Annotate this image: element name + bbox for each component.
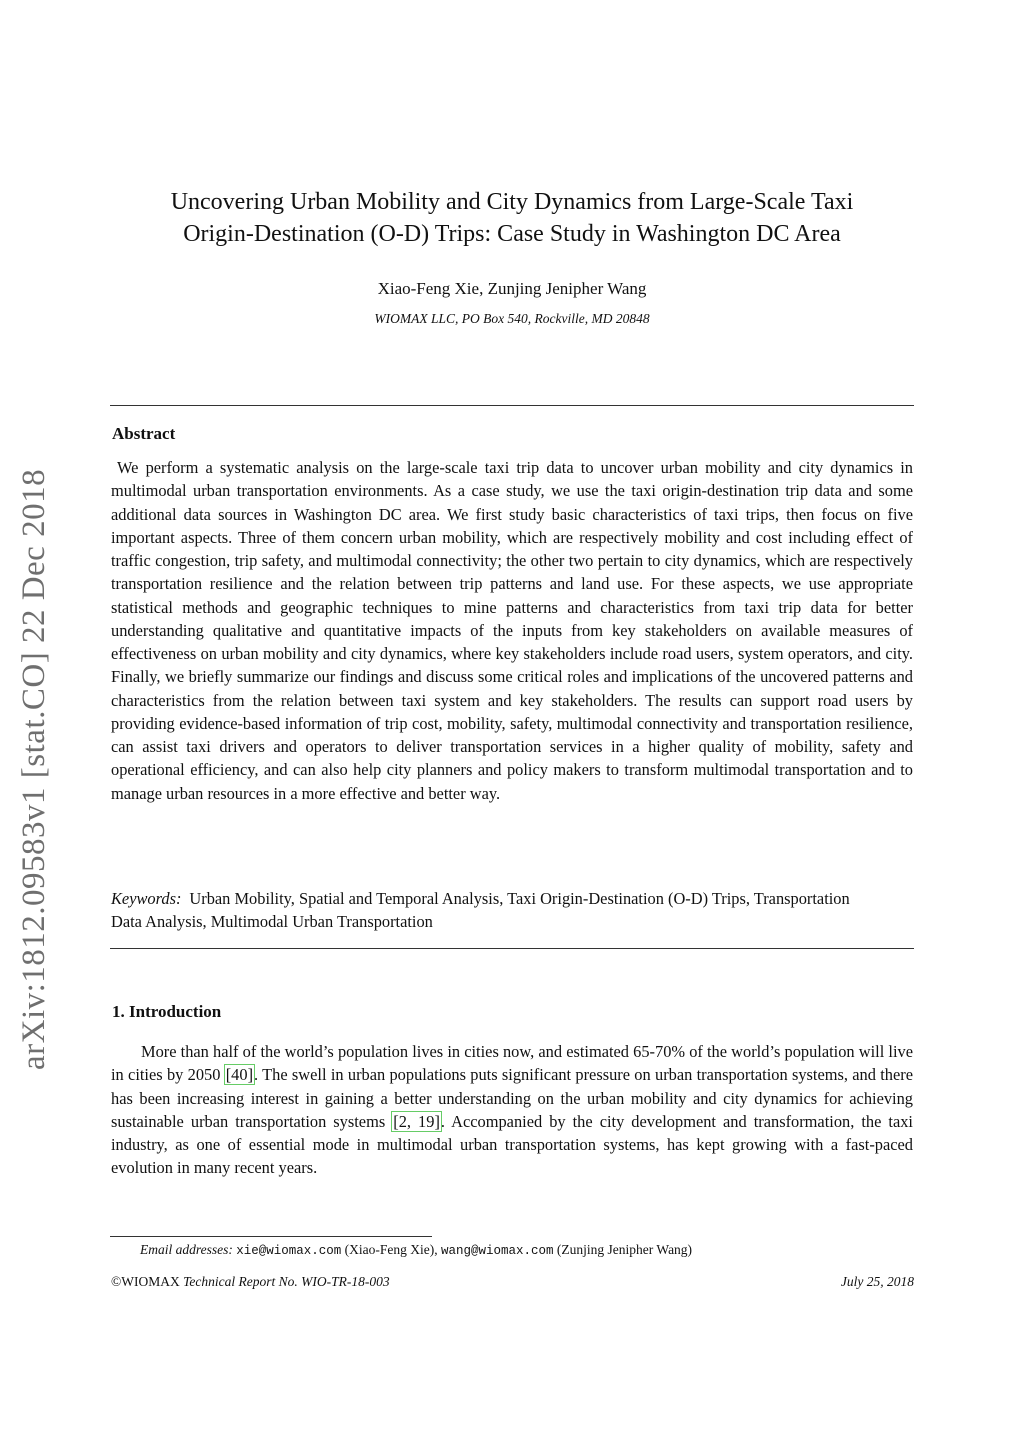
authors: Xiao-Feng Xie, Zunjing Jenipher Wang xyxy=(377,279,647,298)
footnote-emails xyxy=(140,1241,692,1260)
paper-title xyxy=(112,186,912,250)
arxiv-identifier: arXiv:1812.09583v1 [stat.CO] 22 Dec 2018 xyxy=(16,468,52,1070)
abstract-top-rule xyxy=(110,405,914,406)
affiliation: WIOMAX LLC, PO Box 540, Rockville, MD 20848 xyxy=(374,311,650,326)
intro-text-2: . The swell in urban populations puts significant pressure on urban transportation systems, and there has been increasing interest in gaining a better understanding on the urban mobility and city dynamics for achieving sustainable urban transportation systems xyxy=(111,1065,913,1131)
footnote-label: Email addresses: xyxy=(140,1242,233,1257)
intro-text-3: . Accompanied by the city development and transformation, the taxi industry, as one of essential mode in multimodal urban transportation systems, has kept growing with a fast-paced evolution in many recent years. xyxy=(111,1111,913,1178)
abstract-heading: Abstract xyxy=(112,424,176,443)
title-line-1: Uncovering Urban Mobility and City Dynamics from Large-Scale Taxi xyxy=(170,189,854,215)
introduction-heading: 1. Introduction xyxy=(112,1002,222,1021)
footer-report xyxy=(111,1274,390,1290)
footnote-name: (Xiao-Feng Xie), xyxy=(341,1242,442,1257)
footer-copyright: ©WIOMAX xyxy=(111,1274,180,1289)
keywords-text: Urban Mobility, Spatial and Temporal Analysis, Taxi Origin-Destination (O-D) Trips, Transportation Data Analysis, Multimodal Urban Transportation xyxy=(111,889,850,932)
title-line-2: Origin-Destination (O-D) Trips: Case Study in Washington DC Area xyxy=(183,221,841,247)
abstract-bottom-rule xyxy=(110,948,914,949)
intro-text-1: More than half of the world’s population lives in cities now, and estimated 65-70% of the world’s population will live in cities by 2050 xyxy=(111,1042,913,1085)
footer-date: July 25, 2018 xyxy=(840,1274,914,1289)
footnote-rule xyxy=(110,1236,432,1237)
citation-link[interactable]: [2, 19] xyxy=(393,1111,440,1131)
footer-report-number: Technical Report No. WIO-TR-18-003 xyxy=(183,1274,390,1289)
abstract-text: We perform a systematic analysis on the large-scale taxi trip data to uncover urban mobility and city dynamics in multimodal urban transportation environments. As a case study, we use the taxi origin-destination trip data and some additional data sources in Washington DC area. We first study basic characteristics of taxi trips, then focus on five important aspects. Three of them concern urban mobility, which are respectively mobility and cost including effect of traffic congestion, trip safety, and multimodal connectivity; the other two pertain to city dynamics, which are respectively transportation resilience and the relation between trip patterns and land use. For these aspects, we use appropriate statistical methods and geographic techniques to mine patterns and characteristics from taxi trip data for better understanding qualitative and quantitative impacts of the inputs from key stakeholders on available measures of effectiveness on urban mobility and city dynamics, where key stakeholders include road users, system operators, and city. Finally, we briefly summarize our findings and discuss some critical roles and implications of the uncovered patterns and characteristics from the relation between taxi system and key stakeholders. The results can support road users by providing evidence-based information of trip cost, mobility, safety, multimodal connectivity and transportation resilience, can assist taxi drivers and operators to deliver transportation services in a higher quality of mobility, safety and operational efficiency, and can also help city planners and policy makers to transform multimodal transportation and to manage urban resources in a more effective and better way. xyxy=(111,458,913,803)
introduction-paragraph xyxy=(111,1040,913,1180)
keywords xyxy=(111,887,871,934)
email-link[interactable]: xie@wiomax.com xyxy=(236,1244,342,1258)
email-link[interactable]: wang@wiomax.com xyxy=(441,1244,554,1258)
footnote-name: (Zunjing Jenipher Wang) xyxy=(553,1242,693,1257)
keywords-label: Keywords: xyxy=(111,889,182,908)
citation-link[interactable]: [40] xyxy=(225,1065,254,1085)
